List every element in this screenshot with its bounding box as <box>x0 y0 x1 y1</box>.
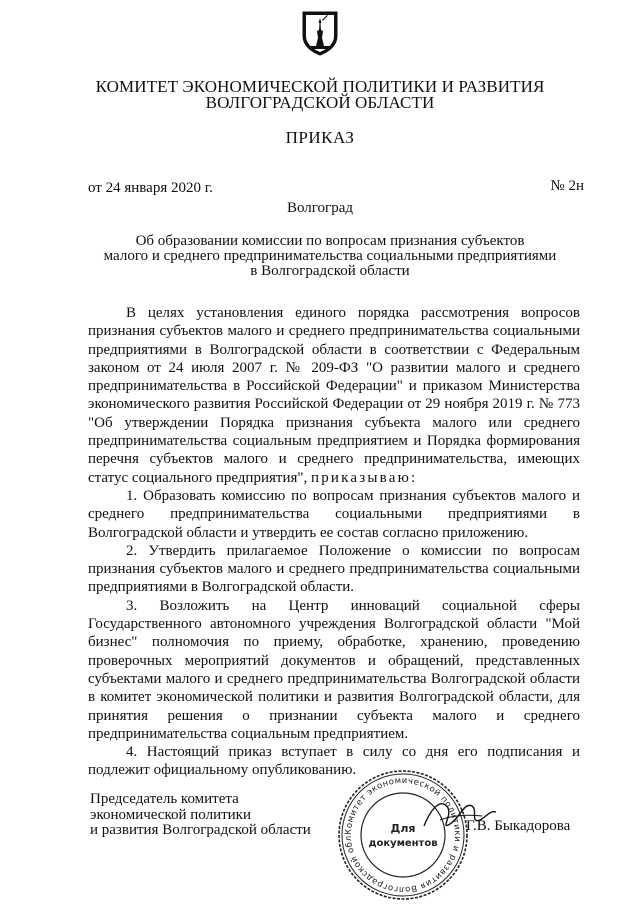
subject-line: в Волгоградской области <box>250 263 410 279</box>
document-type-title: ПРИКАЗ <box>285 128 355 147</box>
document-number: № 2н <box>550 178 584 194</box>
organization-name-line2: ВОЛГОГРАДСКОЙ ОБЛАСТИ <box>205 93 435 112</box>
stamp-center-line2: документов <box>368 838 438 849</box>
stamp-ring-text: Комитет экономической политики и развития Волгоградской обл <box>343 775 463 895</box>
signatory-title-line: Председатель комитета <box>90 791 239 807</box>
signatory-title-line: экономической политики <box>90 806 252 823</box>
signer-name: Г.В. Быкадорова <box>466 818 571 834</box>
signatory-title <box>90 792 311 839</box>
coat-of-arms-emblem <box>300 10 340 56</box>
signatory-title-line: и развития Волгоградской области <box>90 822 311 838</box>
order-item-2: 2. Утвердить прилагаемое Положение о комиссии по вопросам признания субъектов малого и среднего предпринимательства социальными предприятиями в Волгоградской области. <box>88 542 580 596</box>
stamp-center-line1: Для <box>390 822 416 835</box>
order-item-4: 4. Настоящий приказ вступает в силу со дня его подписания и подлежит официальному опубликованию. <box>88 744 580 779</box>
organization-name-line1: КОМИТЕТ ЭКОНОМИЧЕСКОЙ ПОЛИТИКИ И РАЗВИТИЯ <box>95 77 545 96</box>
document-body <box>88 304 580 780</box>
order-item-1: 1. Образовать комиссию по вопросам признания субъектов малого и среднего предпринимательства социальными предприятиями в Волгоградской области и утвердить ее состав согласно приложению. <box>88 487 580 541</box>
document-subject <box>90 234 570 279</box>
order-word: приказываю: <box>311 469 418 486</box>
document-date: от 24 января 2020 г. <box>88 180 213 196</box>
preamble-text: В целях установления единого порядка рассмотрения вопросов признания субъектов малого и среднего предпринимательства социальными предприятиями в Волгоградской области в соответствии с Федеральным законом от 24 июля 2007 г. № 209-ФЗ "О развитии малого и среднего предпринимательства в Российской Федерации" и приказом Министерства экономического развития Российской Федерации от 29 ноября 2019 г. № 773 "Об утверждении Порядка признания субъекта малого или среднего предпринимательства социальным предприятием и Порядка формирования перечня субъектов малого и среднего предпринимательства, имеющих статус социального предприятия", <box>88 305 580 486</box>
document-city: Волгоград <box>286 200 353 216</box>
preamble-paragraph <box>88 304 580 487</box>
order-item-3: 3. Возложить на Центр инноваций социальной сферы Государственного автономного учреждения Волгоградской области "Мой бизнес" полномочия по приему, обработке, хранению, проведению проверочных мероприятий документов и обращений, представленных субъектами малого и среднего предпринимательства Волгоградской области в комитет экономической политики и развития Волгоградской области, для принятия решения о признании субъекта малого и среднего предпринимательства социальным предприятием. <box>88 597 580 742</box>
subject-line: Об образовании комиссии по вопросам признания субъектов <box>135 233 525 249</box>
subject-line: малого и среднего предпринимательства социальными предприятиями <box>103 248 557 264</box>
